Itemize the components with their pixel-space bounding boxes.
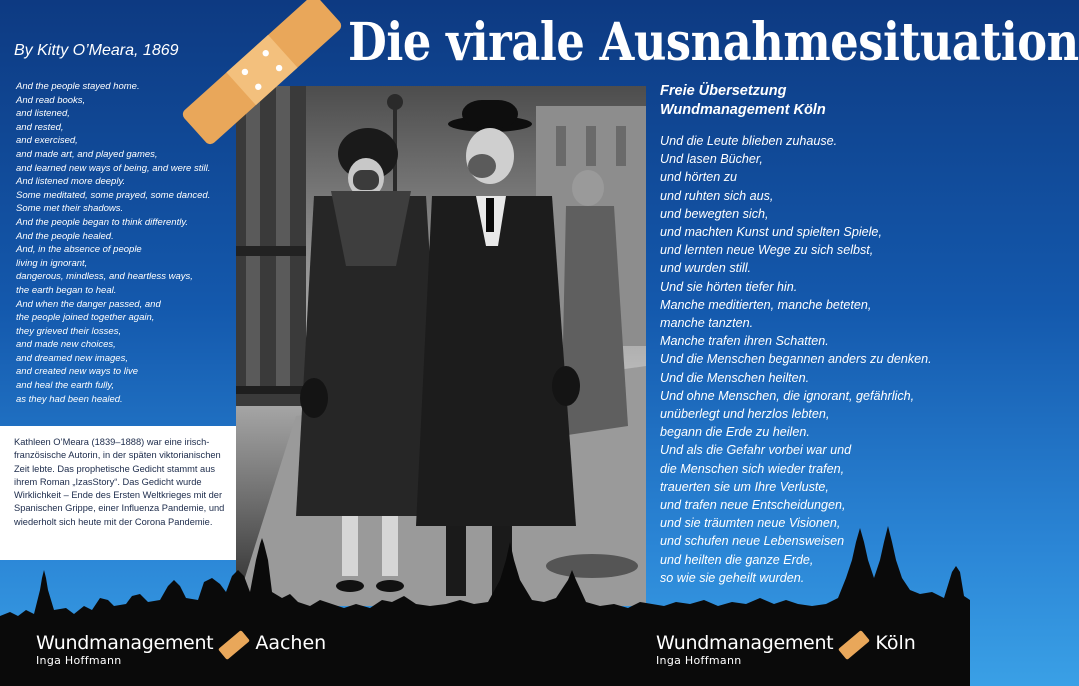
poem-de-line: trauerten sie um Ihre Verluste, [660,479,829,494]
poem-en-line: as they had been healed. [16,393,123,405]
poem-german [660,132,960,587]
page-title: Die virale Ausnahmesituation [348,12,1079,73]
poem-en-line: dangerous, mindless, and heartless ways, [16,271,193,283]
poem-de-line: und schufen neue Lebensweisen [660,534,845,549]
poem-author: By Kitty O’Meara, 1869 [14,42,179,59]
logo-city: Köln [875,632,916,654]
poem-en-line: the earth began to heal. [16,284,117,296]
poem-en-line: and rested, [16,121,64,133]
poem-en-line: they grieved their losses, [16,325,122,337]
poem-de-line: und trafen neue Entscheidungen, [660,498,846,513]
bandage-plaster-icon [172,0,352,150]
poem-de-line: so wie sie geheilt wurden. [660,570,805,585]
poem-de-line: und sie träumten neue Visionen, [660,516,841,531]
poem-en-line: and dreamed new images, [16,352,128,364]
poem-en-line: and listened, [16,108,70,120]
poem-en-line: And, in the absence of people [16,244,142,256]
translation-title [660,82,960,120]
poem-en-line: and made art, and played games, [16,148,158,160]
logo-person: Inga Hoffmann [36,654,122,667]
poem-de-line: manche tanzten. [660,316,754,331]
poem-de-line: Und ohne Menschen, die ignorant, gefährlich, [660,388,915,403]
poem-de-line: Und die Leute blieben zuhause. [660,134,838,148]
poem-en-line: and heal the earth fully, [16,380,115,392]
logo-city: Aachen [255,632,327,654]
poem-de-line: und ruhten sich aus, [660,188,774,203]
poem-de-line: Manche meditierten, manche beteten, [660,297,872,312]
logo-wundmanagement-aachen [36,632,326,667]
translation-title-line: Wundmanagement Köln [660,102,826,118]
poem-en-line: And the people began to think differently. [16,216,189,228]
poem-de-line: Und lasen Bücher, [660,152,763,167]
poem-en-line: and learned new ways of being, and were still. [16,162,211,174]
logo-brand: Wundmanagement [656,632,834,654]
poem-de-line: und lernten neue Wege zu sich selbst, [660,243,874,258]
author-bio-text: Kathleen O’Meara (1839–1888) war eine irisch-französische Autorin, in der späten viktorianischen Zeit lebte. Das prophetische Gedicht stammt aus ihrem Roman „IzasStory“. Das Gedicht wurde Wirklichkeit – Ende des Ersten Weltkrieges mit der Spanischen Grippe, einer Influenza Pandemie, und wiederholt sich heute mit der Corona Pandemie. [14,437,225,527]
poem-en-line: living in ignorant, [16,257,88,269]
poem-de-line: Und sie hörten tiefer hin. [660,279,798,294]
poem-de-line: Und die Menschen begannen anders zu denken. [660,352,932,367]
poem-en-line: And the people healed. [16,230,114,242]
translation-title-line: Freie Übersetzung [660,83,787,99]
poem-en-line: And read books, [16,94,86,106]
poem-de-line: und machten Kunst und spielten Spiele, [660,225,882,240]
logo-wundmanagement-koeln [656,632,916,667]
poem-en-line: and made new choices, [16,339,116,351]
poem-de-line: unüberlegt und herzlos lebten, [660,407,830,422]
poem-en-line: the people joined together again, [16,312,155,324]
poem-en-line: and created new ways to live [16,366,138,378]
poem-de-line: begann die Erde zu heilen. [660,425,810,440]
logo-row [656,632,916,654]
poem-de-line: Und als die Gefahr vorbei war und [660,443,852,458]
poem-de-line: und hörten zu [660,170,738,185]
poem-en-line: And listened more deeply. [16,176,126,188]
poem-en-line: and exercised, [16,135,78,147]
poem-en-line: And the people stayed home. [16,81,140,92]
poem-en-line: And when the danger passed, and [16,298,161,310]
logo-row [36,632,326,654]
poem-de-line: und bewegten sich, [660,206,769,221]
poem-en-line: Some meditated, some prayed, some danced. [16,189,211,201]
logo-brand: Wundmanagement [36,632,214,654]
poem-de-line: Und die Menschen heilten. [660,370,810,385]
poem-de-line: die Menschen sich wieder trafen, [660,461,845,476]
logo-person: Inga Hoffmann [656,654,742,667]
poem-de-line: Manche trafen ihren Schatten. [660,334,829,349]
poem-de-line: und heilten die ganze Erde, [660,552,814,567]
poem-de-line: und wurden still. [660,261,752,276]
poem-en-line: Some met their shadows. [16,203,124,215]
